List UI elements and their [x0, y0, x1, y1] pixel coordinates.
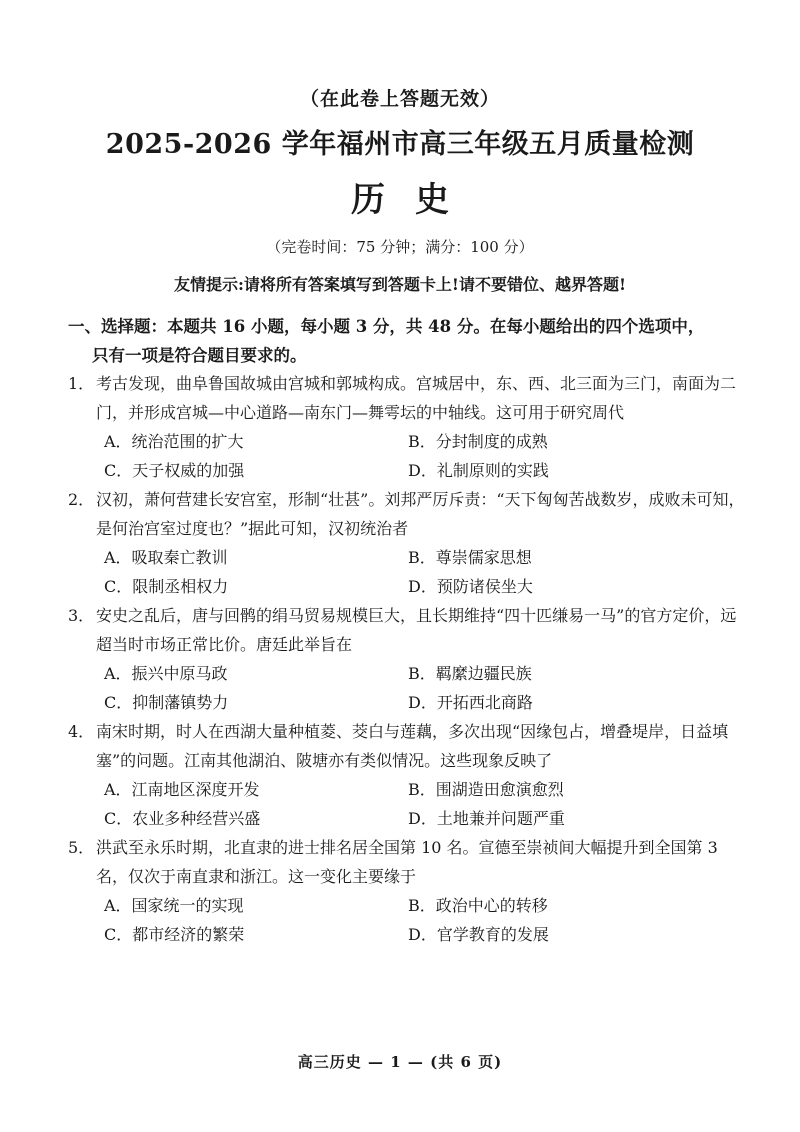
- subject-heading: 历史: [351, 180, 479, 220]
- option-b: B．分封制度的成熟: [408, 432, 548, 451]
- question-number: 3．: [68, 606, 95, 625]
- option-d: D．礼制原则的实践: [408, 461, 549, 480]
- option-c: C．都市经济的繁荣: [104, 925, 245, 944]
- question-stem: [68, 369, 748, 427]
- question-text: 洪武至永乐时期，北直隶的进士排名居全国第 10 名。宣德至崇祯间大幅提升到全国第 3 名，仅次于南直隶和浙江。这一变化主要缘于: [96, 838, 718, 886]
- option-d: D．官学教育的发展: [408, 925, 549, 944]
- section-heading-line-1: 一、选择题：本题共 16 小题，每小题 3 分，共 48 分。在每小题给出的四个选项中，: [68, 317, 705, 336]
- question-stem: [68, 833, 748, 891]
- question-number: 1．: [68, 374, 95, 393]
- option-b: B．尊崇儒家思想: [408, 548, 532, 567]
- option-c: C．农业多种经营兴盛: [104, 809, 261, 828]
- section-heading: [68, 312, 748, 370]
- question-number: 5．: [68, 838, 95, 857]
- question-text: 安史之乱后，唐与回鹘的绢马贸易规模巨大，且长期维持“四十匹缣易一马”的官方定价，远超当时市场正常比价。唐廷此举旨在: [96, 606, 737, 654]
- option-a: A．统治范围的扩大: [104, 432, 244, 451]
- question-stem: [68, 601, 748, 659]
- question-5: [68, 833, 748, 949]
- question-1: [68, 369, 748, 485]
- option-d: D．开拓西北商路: [408, 693, 533, 712]
- option-list: [68, 427, 748, 485]
- invalid-answer-notice: （在此卷上答题无效）: [299, 88, 500, 110]
- option-d: D．土地兼并问题严重: [408, 809, 565, 828]
- question-number: 2．: [68, 490, 95, 509]
- friendly-tips: 友情提示:请将所有答案填写到答题卡上!请不要错位、越界答题!: [174, 275, 626, 294]
- option-list: [68, 543, 748, 601]
- option-c: C．限制丞相权力: [104, 577, 229, 596]
- question-stem: [68, 717, 748, 775]
- option-a: A．吸取秦亡教训: [104, 548, 228, 567]
- option-b: B．羁縻边疆民族: [408, 664, 532, 683]
- option-b: B．围湖造田愈演愈烈: [408, 780, 564, 799]
- question-text: 考古发现，曲阜鲁国故城由宫城和郭城构成。宫城居中，东、西、北三面为三门，南面为二门，并形成宫城—中心道路—南东门—舞雩坛的中轴线。这可用于研究周代: [96, 374, 737, 422]
- page-footer: 高三历史 — 1 — (共 6 页): [297, 1053, 503, 1071]
- question-3: [68, 601, 748, 717]
- question-4: [68, 717, 748, 833]
- option-a: A．江南地区深度开发: [104, 780, 260, 799]
- option-list: [68, 775, 748, 833]
- option-list: [68, 891, 748, 949]
- question-text: 汉初，萧何营建长安宫室，形制“壮甚”。刘邦严厉斥责：“天下匈匈苦战数岁，成败未可知，是何治宫室过度也？”据此可知，汉初统治者: [96, 490, 745, 538]
- option-c: C．天子权威的加强: [104, 461, 245, 480]
- question-stem: [68, 485, 748, 543]
- option-list: [68, 659, 748, 717]
- option-d: D．预防诸侯坐大: [408, 577, 533, 596]
- exam-timing: （完卷时间：75 分钟；满分：100 分）: [266, 238, 534, 256]
- question-number: 4．: [68, 722, 95, 741]
- question-2: [68, 485, 748, 601]
- question-text: 南宋时期，时人在西湖大量种植菱、茭白与莲藕，多次出现“因缘包占，增叠堤岸，日益填塞”的问题。江南其他湖泊、陂塘亦有类似情况。这些现象反映了: [96, 722, 729, 770]
- option-a: A．振兴中原马政: [104, 664, 228, 683]
- option-a: A．国家统一的实现: [104, 896, 244, 915]
- exam-title: 2025-2026 学年福州市高三年级五月质量检测: [105, 129, 695, 160]
- option-b: B．政治中心的转移: [408, 896, 548, 915]
- section-heading-line-2: 只有一项是符合题目要求的。: [92, 346, 307, 365]
- option-c: C．抑制藩镇势力: [104, 693, 229, 712]
- question-list: [68, 369, 748, 949]
